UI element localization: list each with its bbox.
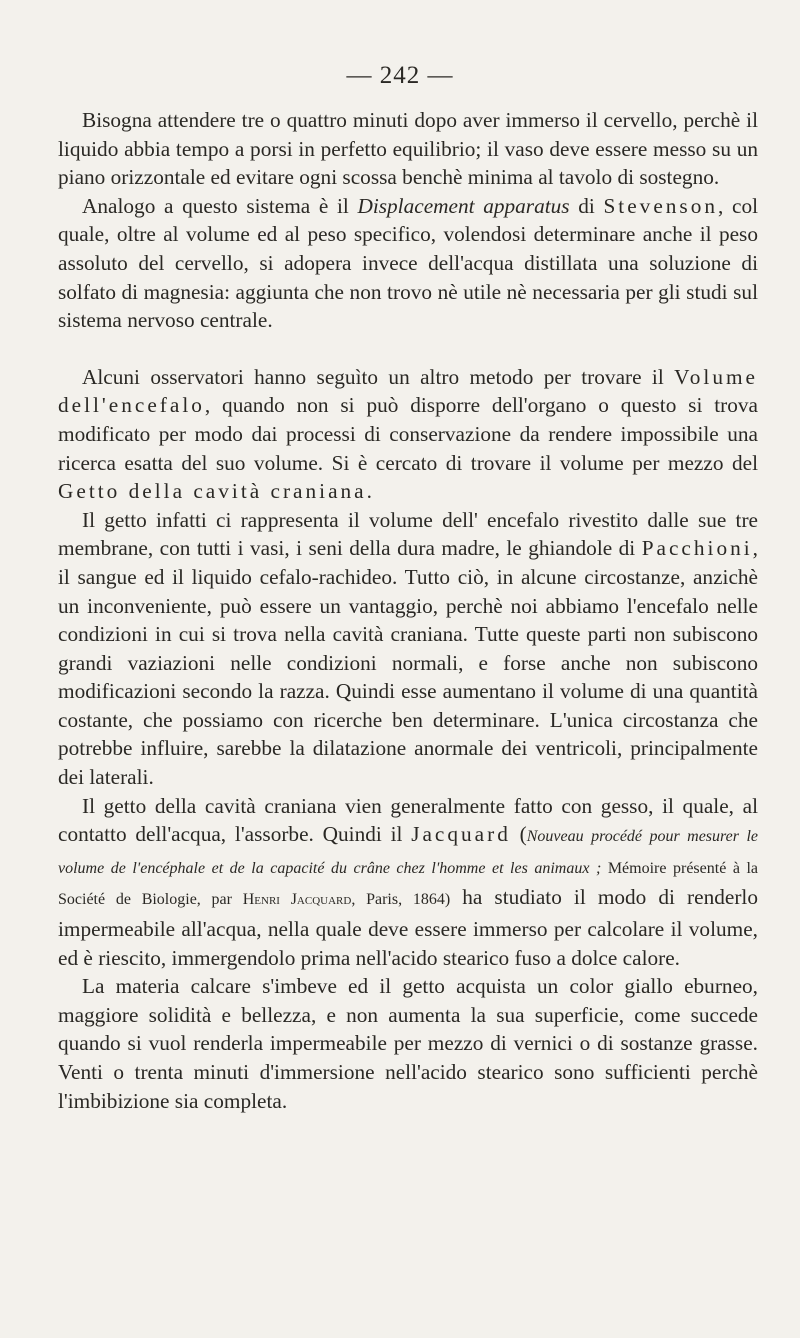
p5-text-a: Il getto della cavità craniana vien generalmente fatto con gesso, il quale, al contatto dell'acqua, l'assorbe. Quindi il: [58, 793, 758, 847]
paragraph-2: [58, 192, 758, 335]
paragraph-3: [58, 363, 758, 506]
p3-text-a: Alcuni osservatori hanno seguìto un altro metodo per trovare il: [82, 364, 675, 389]
p2-italic-term: Displacement apparatus: [357, 193, 570, 218]
p4-text-a: Il getto infatti ci rappresenta il volume dell' encefalo rivestito dalle sue tre membrane, con tutti i vasi, i seni della dura madre, le ghiandole di: [58, 507, 758, 561]
paragraph-6: La materia calcare s'imbeve ed il getto acquista un color giallo eburneo, maggiore solidità e bellezza, e non aumenta la sua superficie, come succede quando si vuol renderla impermeabile per mezzo di vernici o di sostanze grasse. Venti o trenta minuti d'immersione nell'acido stearico sono sufficienti perchè l'imbibizione sia completa.: [58, 974, 758, 1113]
p4-name-pacchioni: Pacchioni: [641, 536, 753, 561]
p5-text-b: (: [510, 822, 527, 847]
p5-name-jacquard: Jacquard: [411, 822, 511, 847]
paragraph-1: Bisogna attendere tre o quattro minuti dopo aver immerso il cervello, perchè il liquido abbia tempo a porsi in perfetto equilibrio; il vaso deve essere messo su un piano orizzontale ed evitare ogni scossa benchè minima al tavolo di sostegno.: [58, 108, 758, 190]
p3-text-b: , quando non si può disporre dell'organo o questo si trova modificato per modo dai processi di conservazione da rendere impossibile una ricerca esatta del suo volume. Si è cercato di trovare il volume per mezzo del: [58, 393, 758, 475]
p3-text-c: .: [366, 479, 372, 504]
p2-name-stevenson: Stevenson: [603, 193, 719, 218]
p5-citation-place: , Paris, 1864): [351, 891, 451, 909]
p2-text-c: , col quale, oltre al volume ed al peso specifico, volendosi determinare anche il peso assoluto del cervello, si adopera invece dell'acqua distillata una soluzione di solfato di magnesia: aggiunta che non trovo nè utile nè necessaria per gli studi sul sistema nervoso centrale.: [58, 193, 759, 333]
p5-text-e: ha studiato il modo di renderlo impermeabile all'acqua, nella quale deve essere immerso per calcolare il volume, ed è riescito, immergendolo prima nell'acido stearico fuso a dolce calore.: [58, 885, 758, 970]
p5-citation-author: Henri Jacquard: [242, 891, 352, 909]
p2-text-b: di: [569, 193, 604, 218]
p4-text-b: , il sangue ed il liquido cefalo-rachideo. Tutto ciò, in alcune circostanze, anzichè un inconveniente, può essere un vantaggio, perchè noi abbiamo l'encefalo nelle condizioni in cui si trova nella cavità craniana. Tutte queste parti non subiscono grandi vaziazioni nelle condizioni normali, e forse anche non subiscono modificazioni secondo la razza. Quindi esse aumentano il volume di una quantità costante, che possiamo con ricerche ben determinare. L'unica circostanza che potrebbe influire, sarebbe la dilatazione anormale dei ventricoli, principalmente dei laterali.: [58, 536, 758, 790]
p5-citation-title: Nouveau procédé pour mesurer le volume de l'encéphale et de la capacité du crâne chez l'homme et les animaux ;: [58, 828, 758, 877]
paragraph-4: [58, 506, 758, 792]
p5-citation-text: Mémoire présenté à la Société de Biologie, par: [58, 859, 759, 909]
paragraph-5: [58, 792, 758, 973]
p3-spaced-volume: Volume dell'encefalo: [58, 364, 758, 418]
p3-spaced-getto: Getto della cavità craniana: [58, 479, 367, 504]
page-number: — 242 —: [346, 62, 454, 89]
p2-text-a: Analogo a questo sistema è il: [82, 193, 358, 218]
body-text: [58, 106, 758, 1115]
